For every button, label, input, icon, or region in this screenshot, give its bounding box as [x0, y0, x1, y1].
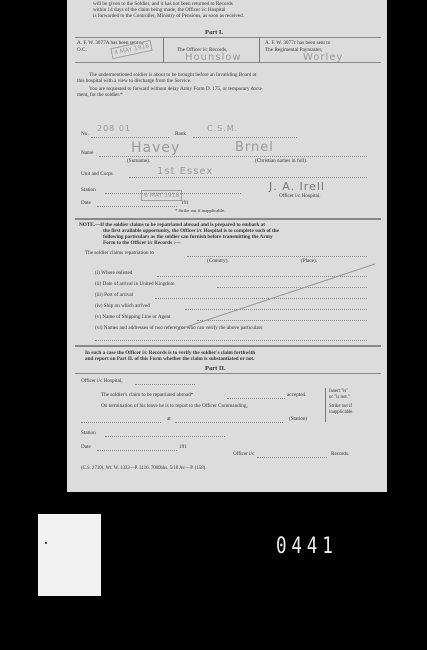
- accepted-label: accepted.: [287, 392, 307, 398]
- para2-line1: You are requested to forward without delay Army Form D. 175, or temporary docu-: [89, 86, 263, 92]
- station-label: Station: [81, 187, 96, 193]
- part2-year: 191: [179, 444, 187, 450]
- unit-label: Unit and Corps: [81, 171, 113, 177]
- name-label: Name: [81, 150, 94, 156]
- handwriting-col3: Worley: [303, 52, 344, 63]
- part1-col3-line2: The Regimental Paymaster,: [265, 47, 323, 53]
- para2-line2: ment, for the soldier.*: [77, 92, 123, 98]
- station-paren: (Station): [289, 416, 308, 422]
- rank-label: Rank: [175, 131, 186, 137]
- para1-line1: The undermentioned soldier is about to be brought before an Invaliding Board at: [89, 72, 257, 78]
- bottom-note-line-1: In such a case the Officer i/c Records is to verify the soldier's claim forthwith: [85, 350, 256, 356]
- surname-label: (Surname).: [127, 158, 151, 164]
- insert-note-1: Insert "is": [329, 389, 349, 394]
- christian-label: (Christian names in full).: [255, 158, 308, 164]
- note-line-4: Form to the Officer i/c Records :—: [103, 240, 181, 246]
- at-label: at: [167, 416, 171, 422]
- date-label: Date: [81, 200, 91, 206]
- footer-print-line: (C.S. 2710). Wt. W. 1333—P. 3116. 7000bks. 5/18 Av.—P. (158).: [81, 466, 207, 471]
- header-line-2: within 14 days of the claim being made, the Officer i/c Hospital: [93, 7, 226, 13]
- header-line-3: is forwarded to the Controller, Ministry of Pensions, as soon as received.: [93, 13, 245, 19]
- part2-title: Part II.: [205, 365, 226, 372]
- country-label: (Country).: [207, 258, 229, 264]
- frame-number: 0441: [276, 534, 338, 559]
- strike-note: * Strike out if inapplicable.: [175, 208, 226, 213]
- insert-note-4: inapplicable.: [329, 410, 354, 415]
- part2-officer-label: Officer i/c Hospital,: [81, 378, 123, 384]
- handwriting-rank: C.S.M.: [207, 124, 239, 133]
- handwriting-number: 208 01: [97, 124, 131, 133]
- item-1: (i) Where enlisted: [95, 270, 133, 276]
- document-sheet: [67, 0, 387, 492]
- handwriting-col2: Hounslow: [185, 52, 242, 63]
- note-line-2: the first available opportunity, the Officer i/c Hospital is to complete such of the: [103, 228, 279, 234]
- strike-through-line: [177, 262, 377, 332]
- item-4: (iv) Ship on which arrived: [95, 303, 150, 309]
- part1-col2-line1: The Officer i/c Records,: [177, 47, 228, 53]
- place-label: (Place).: [301, 258, 317, 264]
- records-label: Records.: [331, 451, 350, 457]
- insert-note-3: Strike out if: [329, 404, 352, 409]
- item-3: (iii) Port of arrival: [95, 292, 134, 298]
- part1-title: Part I.: [205, 29, 224, 36]
- handwriting-unit: 1st Essex: [157, 166, 214, 177]
- item-2: (ii) Date of arrival in United Kingdom: [95, 281, 175, 287]
- claims-label: The soldier claims repatriation to: [85, 250, 154, 256]
- part1-col3-line1: A. F. W. 3077c has been sent to: [265, 40, 331, 46]
- hospital-stamp: 6 MAY 1918: [141, 190, 182, 201]
- note-line-3: following particulars as the soldier can furnish before transmitting the Army: [103, 234, 273, 240]
- part2-date-label: Date: [81, 444, 91, 450]
- part2-station-label: Station: [81, 430, 96, 436]
- bottom-note-line-2: and report on Part II. of this Form whether the claim is substantiated or not.: [85, 356, 255, 362]
- handwriting-signature: J. A. Irell: [269, 180, 325, 193]
- officer-label: Officer i/c Hospital.: [279, 193, 321, 199]
- header-line-1: will be given to the Soldier, and it has not been returned to Records: [93, 1, 233, 7]
- date-stamp-col1: 4 MAY 1918: [110, 40, 153, 59]
- item-5: (v) Name of Shipping Line or Agent: [95, 314, 171, 320]
- no-label: No.: [81, 131, 89, 137]
- white-slip: [38, 514, 101, 596]
- claim-line: The soldier's claim to be repatriated abroad*: [101, 392, 194, 398]
- termination-line: On termination of his leave he is to report to the Officer Commanding,: [101, 403, 248, 409]
- officer-ic-label: Officer i/c: [233, 451, 255, 457]
- part1-col1-line2: O.C.: [77, 47, 87, 53]
- note-line-1: NOTE.—If the soldier claims to be repatriated abroad and is prepared to embark at: [79, 222, 265, 228]
- date-year: 191: [181, 200, 189, 206]
- handwriting-christian: Brnel: [235, 140, 274, 155]
- handwriting-surname: Havey: [131, 140, 181, 156]
- item-6: (vi) Names and addresses of two references who can verify the above particulars: [95, 325, 263, 331]
- part1-col1-line1: A. F. W. 3077A has been sent to: [77, 40, 144, 46]
- para1-line2: this hospital with a view to discharge from the Service.: [77, 78, 192, 84]
- insert-note-2: or "is not.": [329, 395, 350, 400]
